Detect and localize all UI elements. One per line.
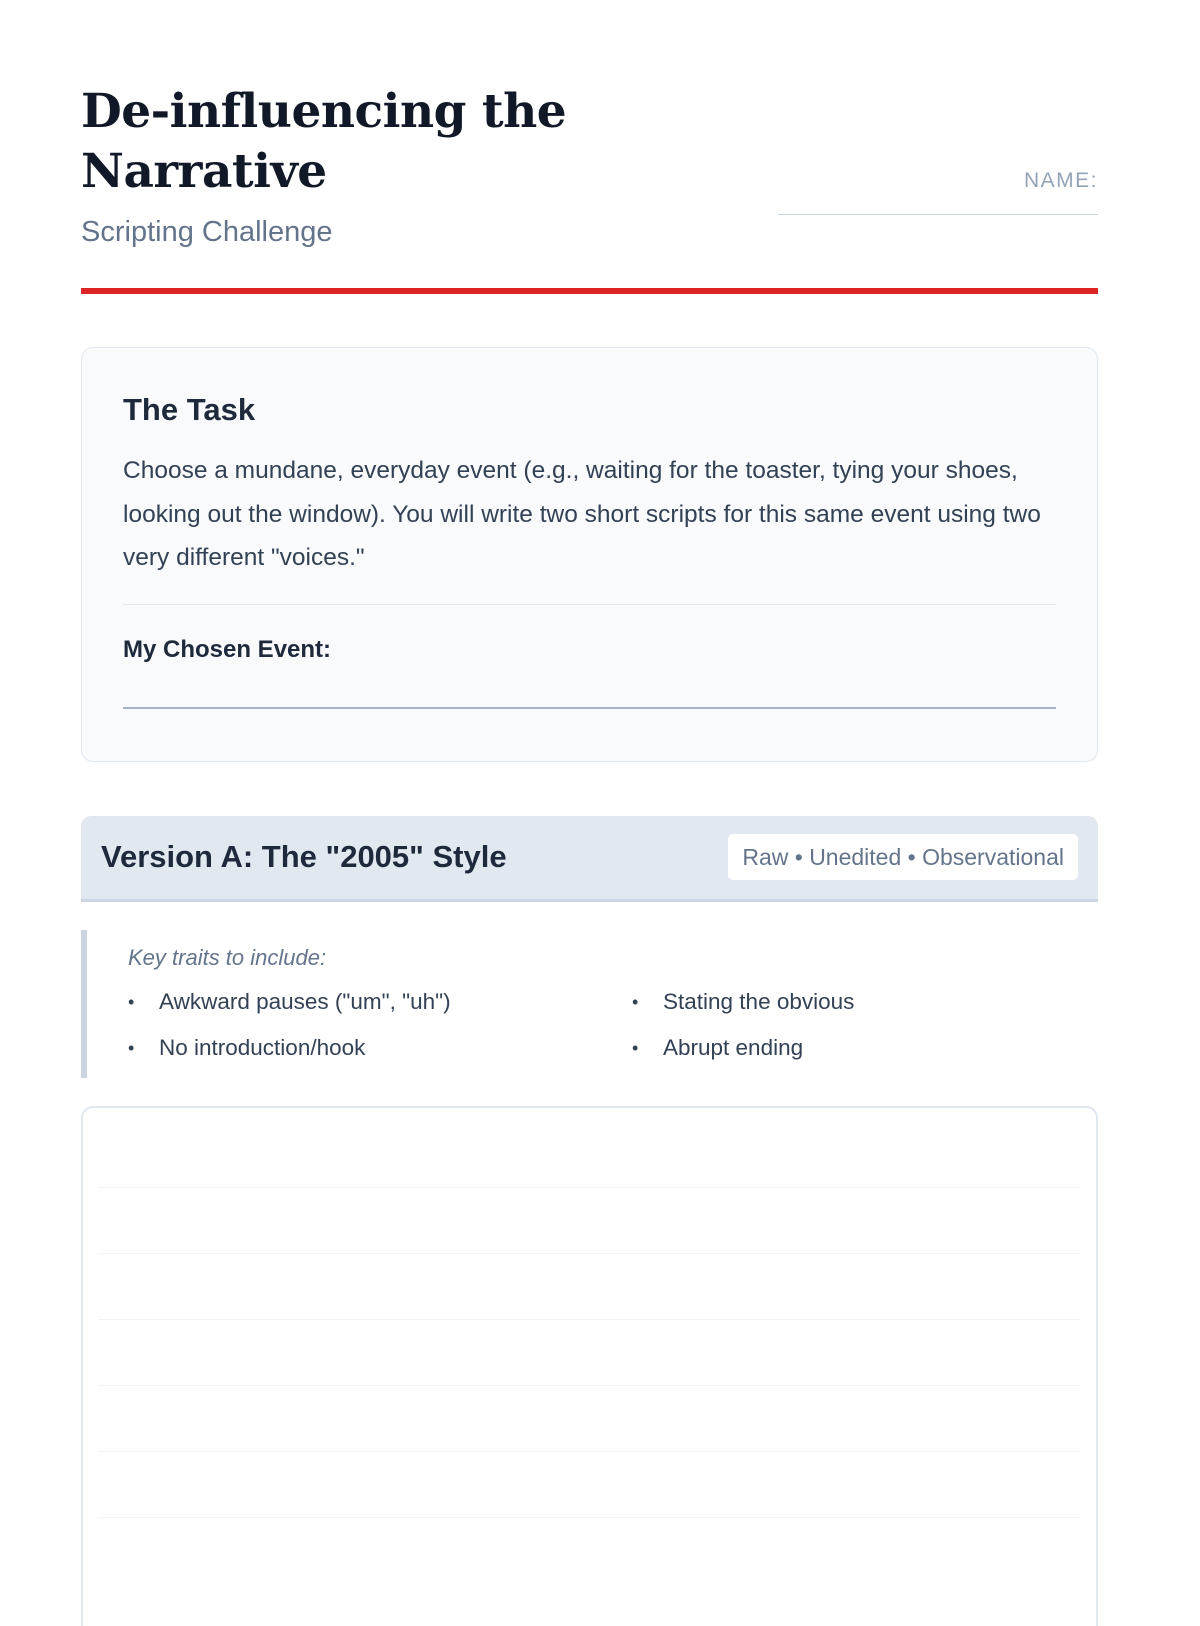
writing-line (98, 1253, 1081, 1254)
trait-item (632, 1034, 1098, 1062)
name-input-line[interactable] (778, 214, 1098, 215)
task-description: Choose a mundane, everyday event (e.g., waiting for the toaster, tying your shoes, looking out the window). You will write two short scripts for this same event using two very different "voices." (123, 457, 1041, 571)
trait-text: Abrupt ending (663, 1034, 804, 1060)
chosen-event-input-line[interactable] (123, 707, 1056, 709)
trait-item (632, 988, 1098, 1016)
trait-text: Awkward pauses ("um", "uh") (159, 988, 451, 1014)
bullet-icon: • (632, 1037, 639, 1058)
trait-item (128, 988, 632, 1016)
trait-item (128, 1034, 632, 1062)
page-title: De-influencing the Narrative (81, 84, 567, 199)
task-heading: The Task (123, 392, 256, 427)
chosen-event-label: My Chosen Event: (123, 635, 332, 663)
task-card (81, 347, 1098, 762)
task-divider (123, 604, 1056, 605)
writing-line (98, 1385, 1081, 1386)
version-a-writing-area[interactable] (81, 1106, 1098, 1626)
writing-line (98, 1319, 1081, 1320)
version-a-traits (81, 930, 1098, 1078)
bullet-icon: • (128, 1037, 135, 1058)
bullet-icon: • (632, 991, 639, 1012)
header-divider (81, 288, 1098, 294)
worksheet-header (81, 82, 1098, 288)
version-a-tags: Raw • Unedited • Observational (728, 834, 1078, 880)
writing-line (98, 1187, 1081, 1188)
traits-label: Key traits to include: (128, 944, 327, 970)
name-label: NAME: (1023, 169, 1098, 192)
version-a-title: Version A: The "2005" Style (101, 839, 507, 874)
bullet-icon: • (128, 991, 135, 1012)
writing-line (98, 1517, 1081, 1518)
page-subtitle: Scripting Challenge (81, 216, 333, 248)
traits-list (128, 988, 1098, 1062)
trait-text: No introduction/hook (159, 1034, 366, 1060)
trait-text: Stating the obvious (663, 988, 855, 1014)
version-a-header (81, 816, 1098, 902)
writing-line (98, 1451, 1081, 1452)
name-field (778, 168, 1098, 215)
